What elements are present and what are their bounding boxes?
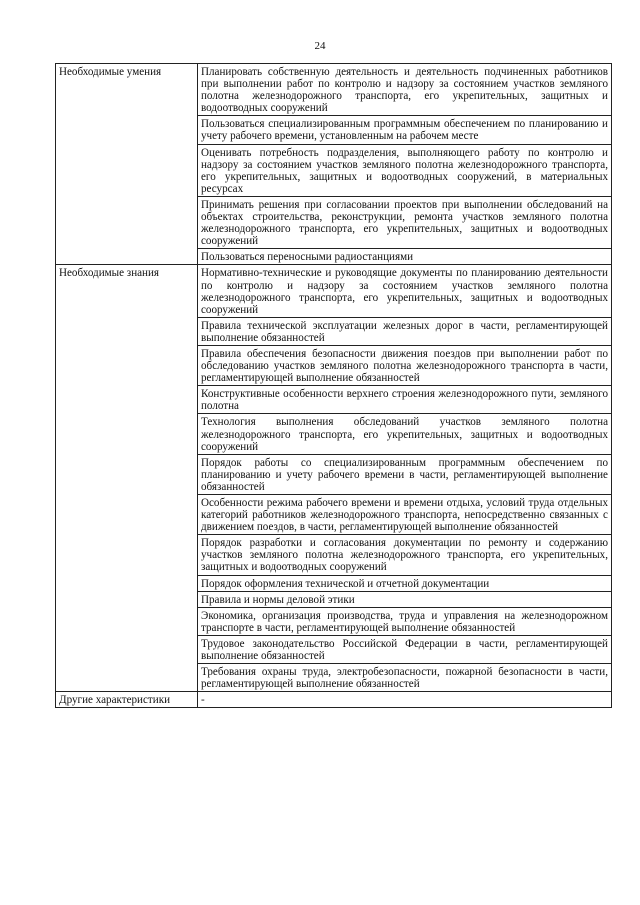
characteristics-table [55,63,612,708]
skill-item: Оценивать потребность подразделения, выполняющего работу по контролю и надзору за состоянием участков земляного полотна железнодорожного транспорта, его укрепительных, защитных и водоотводных сооружений, в материальных ресурсах [198,144,612,196]
section-label-skills: Необходимые умения [56,64,198,265]
knowledge-item: Особенности режима рабочего времени и времени отдыха, условий труда отдельных категорий работников железнодорожного транспорта, непосредственно связанных с движением поездов, в части, регламентирующей выполнение обязанностей [198,495,612,535]
knowledge-item: Порядок работы со специализированным программным обеспечением по планированию и учету рабочего времени в части, регламентирующей выполнение обязанностей [198,454,612,494]
knowledge-item: Порядок оформления технической и отчетной документации [198,575,612,591]
skill-item: Принимать решения при согласовании проектов при выполнении обследований на объектах строительства, реконструкции, ремонта участков земляного полотна железнодорожного транспорта, его укрепительных, защитных и водоотводных сооружений [198,196,612,248]
skill-item: Пользоваться специализированным программным обеспечением по планированию и учету рабочего времени, установленным на рабочем месте [198,116,612,144]
knowledge-item: Правила и нормы деловой этики [198,591,612,607]
other-item: - [198,692,612,708]
section-label-other: Другие характеристики [56,692,198,708]
page-number: 24 [314,40,326,52]
knowledge-item: Технология выполнения обследований участков земляного полотна железнодорожного транспорта, его укрепительных, защитных и водоотводных сооружений [198,414,612,454]
knowledge-item: Нормативно-технические и руководящие документы по планированию деятельности по контролю и надзору за состоянием участков земляного полотна железнодорожного транспорта, его укрепительных, защитных и водоотводных сооружений [198,265,612,317]
knowledge-item: Порядок разработки и согласования документации по ремонту и содержанию участков земляного полотна железнодорожного транспорта, его укрепительных, защитных и водоотводных сооружений [198,535,612,575]
skill-item: Планировать собственную деятельность и деятельность подчиненных работников при выполнении работ по контролю и надзору за состоянием участков земляного полотна железнодорожного транспорта, его укрепительных, защитных и водоотводных сооружений [198,64,612,116]
section-label-knowledge: Необходимые знания [56,265,198,692]
knowledge-item: Трудовое законодательство Российской Федерации в части, регламентирующей выполнение обязанностей [198,635,612,663]
knowledge-item: Экономика, организация производства, труда и управления на железнодорожном транспорте в части, регламентирующей выполнение обязанностей [198,607,612,635]
knowledge-item: Конструктивные особенности верхнего строения железнодорожного пути, земляного полотна [198,386,612,414]
table-row [56,265,612,317]
skill-item: Пользоваться переносными радиостанциями [198,249,612,265]
knowledge-item: Правила технической эксплуатации железных дорог в части, регламентирующей выполнение обязанностей [198,317,612,345]
table-row [56,64,612,116]
table-row [56,692,612,708]
knowledge-item: Правила обеспечения безопасности движения поездов при выполнении работ по обследованию участков земляного полотна железнодорожного транспорта в части, регламентирующей выполнение обязанностей [198,345,612,385]
knowledge-item: Требования охраны труда, электробезопасности, пожарной безопасности в части, регламентирующей выполнение обязанностей [198,664,612,692]
